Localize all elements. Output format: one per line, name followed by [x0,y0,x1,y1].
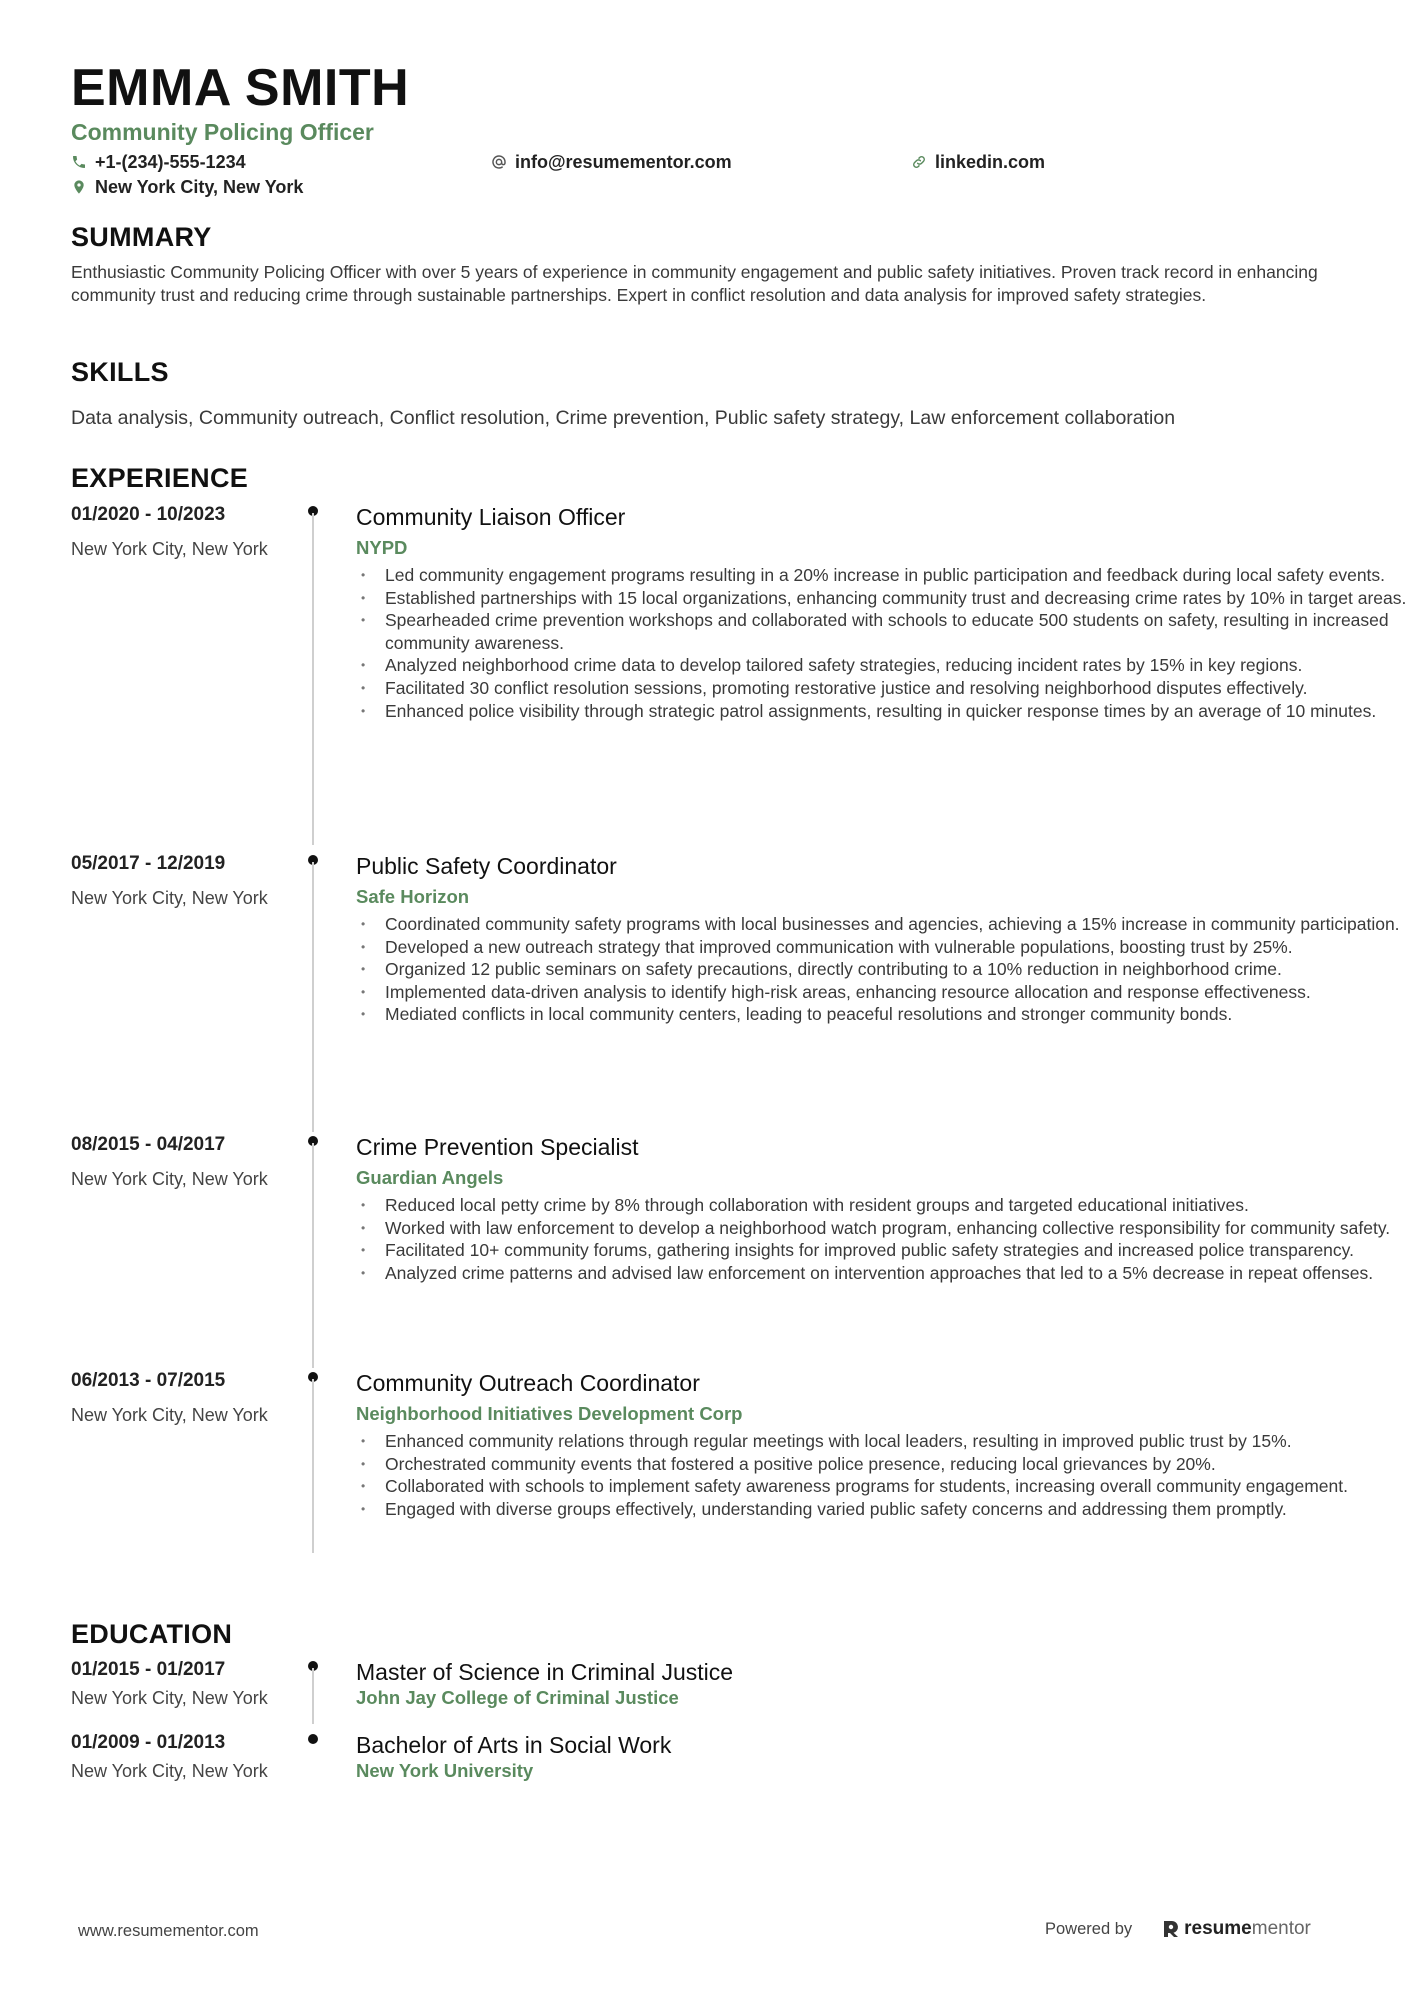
entry-dates: 05/2017 - 12/2019 [71,853,226,874]
skills-heading: SKILLS [71,357,169,387]
entry-organization: Guardian Angels [356,1167,504,1188]
entry-bullets [356,1430,1410,1520]
entry-dates: 01/2020 - 10/2023 [71,504,226,525]
summary-heading: SUMMARY [71,222,212,252]
brand-name-light: mentor [1251,1918,1311,1939]
contact-phone[interactable] [71,151,246,173]
entry-dates: 08/2015 - 04/2017 [71,1134,226,1155]
bullet-item: • Established partnerships with 15 local organizations, enhancing community trust and decreasing crime rates by 10% in target areas. [356,587,1410,610]
bullet-item: • Engaged with diverse groups effectively, understanding varied public safety concerns and addressing them promptly. [356,1498,1410,1521]
entry-organization: Neighborhood Initiatives Development Corp [356,1403,743,1424]
brand-mark-icon [1162,1919,1180,1939]
link-icon [911,154,927,170]
bullet-item: • Enhanced police visibility through strategic patrol assignments, resulting in quicker response times by an average of 10 minutes. [356,700,1410,723]
experience-heading: EXPERIENCE [71,463,249,493]
powered-by-label: Powered by [1045,1919,1133,1938]
location-text: New York City, New York [95,177,304,197]
entry-title: Crime Prevention Specialist [356,1134,639,1160]
bullet-item: • Coordinated community safety programs with local businesses and agencies, achieving a 15% increase in community participation. [356,913,1410,936]
contact-email[interactable] [491,151,732,173]
entry-title: Master of Science in Criminal Justice [356,1659,734,1685]
entry-bullets [356,1194,1410,1284]
bullet-item: • Reduced local petty crime by 8% through collaboration with resident groups and targeted educational initiatives. [356,1194,1410,1217]
entry-bullets [356,913,1410,1026]
entry-organization: John Jay College of Criminal Justice [356,1687,679,1708]
entry-organization: NYPD [356,537,408,558]
timeline-line [312,862,314,1132]
entry-location: New York City, New York [71,539,268,559]
entry-bullets [356,564,1410,722]
footer-website-link[interactable]: www.resumementor.com [78,1922,259,1940]
entry-location: New York City, New York [71,1688,268,1708]
phone-text: +1-(234)-555-1234 [95,152,246,172]
entry-organization: New York University [356,1760,534,1781]
timeline-dot [308,1734,318,1744]
entry-dates: 06/2013 - 07/2015 [71,1370,226,1391]
entry-organization: Safe Horizon [356,886,470,907]
timeline-line [312,513,314,845]
timeline-line [312,1668,314,1724]
contact-linkedin[interactable] [911,151,1045,173]
bullet-item: • Led community engagement programs resulting in a 20% increase in public participation and feedback during local safety events. [356,564,1410,587]
bullet-item: • Analyzed crime patterns and advised law enforcement on intervention approaches that led to a 5% decrease in repeat offenses. [356,1262,1410,1285]
linkedin-text: linkedin.com [935,152,1046,172]
bullet-item: • Collaborated with schools to implement safety awareness programs for students, increasing overall community engagement. [356,1475,1410,1498]
entry-title: Community Outreach Coordinator [356,1370,700,1396]
bullet-item: • Facilitated 10+ community forums, gathering insights for improved public safety strategies and increased police transparency. [356,1239,1410,1262]
summary-text: Enthusiastic Community Policing Officer with over 5 years of experience in community engagement and public safety initiatives. Proven track record in enhancing community trust and reducing crime through sustainable partnerships. Expert in conflict resolution and data analysis for improved safety strategies. [71,262,1318,305]
bullet-item: • Enhanced community relations through regular meetings with local leaders, resulting in improved public trust by 15%. [356,1430,1410,1453]
entry-location: New York City, New York [71,1761,268,1781]
bullet-item: • Implemented data-driven analysis to identify high-risk areas, enhancing resource allocation and response effectiveness. [356,981,1410,1004]
education-heading: EDUCATION [71,1619,233,1649]
email-text: info@resumementor.com [515,152,732,172]
location-pin-icon [71,179,87,195]
entry-location: New York City, New York [71,888,268,908]
entry-dates: 01/2015 - 01/2017 [71,1659,226,1680]
entry-location: New York City, New York [71,1405,268,1425]
bullet-item: • Spearheaded crime prevention workshops and collaborated with schools to educate 500 students on safety, resulting in increased community awareness. [356,609,1410,654]
bullet-item: • Mediated conflicts in local community centers, leading to peaceful resolutions and stronger community bonds. [356,1003,1410,1026]
bullet-item: • Orchestrated community events that fostered a positive police presence, reducing local grievances by 20%. [356,1453,1410,1476]
bullet-item: • Developed a new outreach strategy that improved communication with vulnerable populations, boosting trust by 25%. [356,936,1410,959]
contact-location [71,176,303,198]
phone-icon [71,154,87,170]
entry-dates: 01/2009 - 01/2013 [71,1732,226,1753]
candidate-role: Community Policing Officer [71,119,374,145]
bullet-item: • Analyzed neighborhood crime data to develop tailored safety strategies, reducing incident rates by 15% in key regions. [356,654,1410,677]
bullet-item: • Organized 12 public seminars on safety precautions, directly contributing to a 10% reduction in neighborhood crime. [356,958,1410,981]
timeline-line [312,1143,314,1368]
at-icon [491,154,507,170]
brand-name-bold: resume [1184,1918,1252,1939]
brand-logo[interactable] [1162,1918,1311,1940]
candidate-name: EMMA SMITH [71,59,410,117]
entry-title: Bachelor of Arts in Social Work [356,1732,672,1758]
footer-powered-by [1045,1918,1311,1940]
timeline-line [312,1379,314,1553]
entry-location: New York City, New York [71,1169,268,1189]
entry-title: Community Liaison Officer [356,504,626,530]
bullet-item: • Facilitated 30 conflict resolution sessions, promoting restorative justice and resolving neighborhood disputes effectively. [356,677,1410,700]
entry-title: Public Safety Coordinator [356,853,617,879]
skills-text: Data analysis, Community outreach, Conflict resolution, Crime prevention, Public safety strategy, Law enforcement collaboration [71,407,1176,429]
bullet-item: • Worked with law enforcement to develop a neighborhood watch program, enhancing collective responsibility for community safety. [356,1217,1410,1240]
